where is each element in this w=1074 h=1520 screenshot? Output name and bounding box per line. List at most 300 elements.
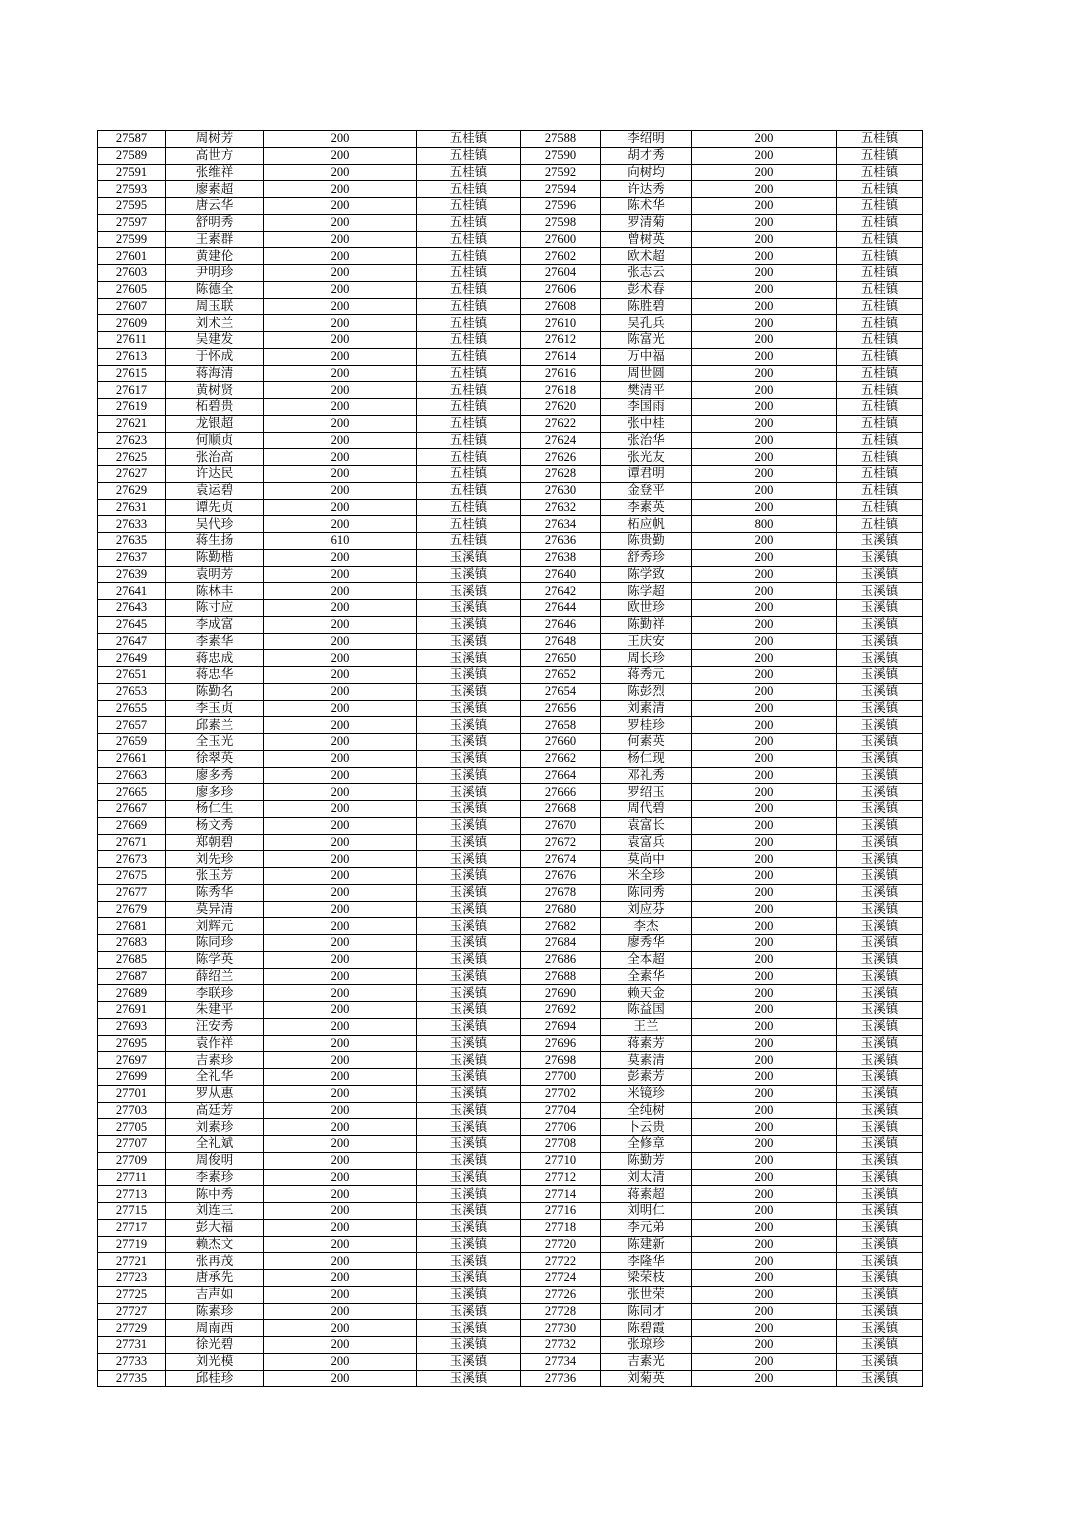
id-cell: 27606 bbox=[521, 281, 601, 298]
table-row bbox=[98, 884, 923, 901]
name-cell: 徐光碧 bbox=[166, 1337, 264, 1354]
table-row bbox=[98, 700, 923, 717]
name-cell: 蒋海清 bbox=[166, 365, 264, 382]
name-cell: 袁运碧 bbox=[166, 482, 264, 499]
id-cell: 27693 bbox=[98, 1018, 166, 1035]
table-row bbox=[98, 985, 923, 1002]
name-cell: 李素英 bbox=[601, 499, 692, 516]
town-cell: 玉溪镇 bbox=[417, 1303, 521, 1320]
id-cell: 27643 bbox=[98, 600, 166, 617]
id-cell: 27595 bbox=[98, 198, 166, 215]
town-cell: 玉溪镇 bbox=[837, 1102, 923, 1119]
amount-cell: 200 bbox=[264, 248, 417, 265]
town-cell: 玉溪镇 bbox=[837, 784, 923, 801]
town-cell: 玉溪镇 bbox=[837, 600, 923, 617]
id-cell: 27635 bbox=[98, 533, 166, 550]
name-cell: 陈学英 bbox=[166, 951, 264, 968]
table-row bbox=[98, 1286, 923, 1303]
amount-cell: 200 bbox=[264, 549, 417, 566]
table-row bbox=[98, 365, 923, 382]
town-cell: 玉溪镇 bbox=[837, 1353, 923, 1370]
name-cell: 陈彭烈 bbox=[601, 683, 692, 700]
table-row bbox=[98, 214, 923, 231]
id-cell: 27723 bbox=[98, 1270, 166, 1287]
id-cell: 27623 bbox=[98, 432, 166, 449]
id-cell: 27689 bbox=[98, 985, 166, 1002]
name-cell: 全礼斌 bbox=[166, 1136, 264, 1153]
table-row bbox=[98, 901, 923, 918]
town-cell: 玉溪镇 bbox=[417, 734, 521, 751]
name-cell: 莫异清 bbox=[166, 901, 264, 918]
amount-cell: 610 bbox=[264, 533, 417, 550]
name-cell: 陈学超 bbox=[601, 583, 692, 600]
town-cell: 玉溪镇 bbox=[837, 616, 923, 633]
name-cell: 米镜珍 bbox=[601, 1085, 692, 1102]
amount-cell: 200 bbox=[264, 683, 417, 700]
town-cell: 五桂镇 bbox=[837, 348, 923, 365]
table-row bbox=[98, 131, 923, 148]
id-cell: 27611 bbox=[98, 332, 166, 349]
id-cell: 27604 bbox=[521, 265, 601, 282]
table-row bbox=[98, 1337, 923, 1354]
id-cell: 27657 bbox=[98, 717, 166, 734]
name-cell: 袁作祥 bbox=[166, 1035, 264, 1052]
amount-cell: 200 bbox=[264, 901, 417, 918]
amount-cell: 200 bbox=[264, 466, 417, 483]
id-cell: 27641 bbox=[98, 583, 166, 600]
amount-cell: 200 bbox=[264, 315, 417, 332]
town-cell: 玉溪镇 bbox=[837, 985, 923, 1002]
table-row bbox=[98, 315, 923, 332]
data-table bbox=[97, 130, 923, 1387]
town-cell: 玉溪镇 bbox=[417, 1236, 521, 1253]
name-cell: 张志云 bbox=[601, 265, 692, 282]
town-cell: 玉溪镇 bbox=[417, 1052, 521, 1069]
id-cell: 27651 bbox=[98, 667, 166, 684]
id-cell: 27713 bbox=[98, 1186, 166, 1203]
id-cell: 27648 bbox=[521, 633, 601, 650]
name-cell: 樊清平 bbox=[601, 382, 692, 399]
town-cell: 玉溪镇 bbox=[417, 1286, 521, 1303]
amount-cell: 200 bbox=[264, 834, 417, 851]
name-cell: 陈勤芳 bbox=[601, 1152, 692, 1169]
town-cell: 玉溪镇 bbox=[417, 935, 521, 952]
name-cell: 陈林丰 bbox=[166, 583, 264, 600]
name-cell: 邱素兰 bbox=[166, 717, 264, 734]
amount-cell: 200 bbox=[264, 1169, 417, 1186]
name-cell: 许达秀 bbox=[601, 181, 692, 198]
id-cell: 27600 bbox=[521, 231, 601, 248]
amount-cell: 200 bbox=[692, 1186, 837, 1203]
id-cell: 27732 bbox=[521, 1337, 601, 1354]
id-cell: 27682 bbox=[521, 918, 601, 935]
id-cell: 27702 bbox=[521, 1085, 601, 1102]
id-cell: 27717 bbox=[98, 1219, 166, 1236]
id-cell: 27652 bbox=[521, 667, 601, 684]
amount-cell: 200 bbox=[692, 415, 837, 432]
town-cell: 五桂镇 bbox=[837, 415, 923, 432]
name-cell: 陈碧霞 bbox=[601, 1320, 692, 1337]
name-cell: 蒋素芳 bbox=[601, 1035, 692, 1052]
name-cell: 陈学致 bbox=[601, 566, 692, 583]
table-row bbox=[98, 449, 923, 466]
town-cell: 五桂镇 bbox=[837, 449, 923, 466]
name-cell: 张光友 bbox=[601, 449, 692, 466]
town-cell: 五桂镇 bbox=[837, 382, 923, 399]
name-cell: 吉素光 bbox=[601, 1353, 692, 1370]
town-cell: 玉溪镇 bbox=[837, 1270, 923, 1287]
town-cell: 五桂镇 bbox=[837, 432, 923, 449]
town-cell: 玉溪镇 bbox=[837, 633, 923, 650]
name-cell: 彭素芳 bbox=[601, 1069, 692, 1086]
amount-cell: 200 bbox=[692, 633, 837, 650]
name-cell: 黄建伦 bbox=[166, 248, 264, 265]
amount-cell: 200 bbox=[264, 348, 417, 365]
amount-cell: 200 bbox=[692, 1102, 837, 1119]
town-cell: 五桂镇 bbox=[417, 248, 521, 265]
amount-cell: 800 bbox=[692, 516, 837, 533]
amount-cell: 200 bbox=[264, 851, 417, 868]
town-cell: 玉溪镇 bbox=[837, 583, 923, 600]
town-cell: 玉溪镇 bbox=[837, 918, 923, 935]
town-cell: 玉溪镇 bbox=[417, 1320, 521, 1337]
table-row bbox=[98, 717, 923, 734]
amount-cell: 200 bbox=[264, 332, 417, 349]
id-cell: 27692 bbox=[521, 1002, 601, 1019]
name-cell: 向树均 bbox=[601, 164, 692, 181]
table-row bbox=[98, 181, 923, 198]
id-cell: 27619 bbox=[98, 399, 166, 416]
town-cell: 五桂镇 bbox=[417, 214, 521, 231]
table-row bbox=[98, 918, 923, 935]
town-cell: 五桂镇 bbox=[417, 399, 521, 416]
amount-cell: 200 bbox=[264, 784, 417, 801]
amount-cell: 200 bbox=[692, 868, 837, 885]
id-cell: 27678 bbox=[521, 884, 601, 901]
town-cell: 玉溪镇 bbox=[417, 717, 521, 734]
town-cell: 玉溪镇 bbox=[837, 1152, 923, 1169]
town-cell: 玉溪镇 bbox=[417, 1085, 521, 1102]
amount-cell: 200 bbox=[264, 365, 417, 382]
town-cell: 五桂镇 bbox=[837, 248, 923, 265]
id-cell: 27676 bbox=[521, 868, 601, 885]
name-cell: 于怀成 bbox=[166, 348, 264, 365]
town-cell: 五桂镇 bbox=[417, 348, 521, 365]
id-cell: 27736 bbox=[521, 1370, 601, 1387]
amount-cell: 200 bbox=[264, 265, 417, 282]
id-cell: 27685 bbox=[98, 951, 166, 968]
town-cell: 玉溪镇 bbox=[837, 801, 923, 818]
table-row bbox=[98, 533, 923, 550]
amount-cell: 200 bbox=[692, 198, 837, 215]
name-cell: 吉素珍 bbox=[166, 1052, 264, 1069]
id-cell: 27603 bbox=[98, 265, 166, 282]
id-cell: 27720 bbox=[521, 1236, 601, 1253]
id-cell: 27733 bbox=[98, 1353, 166, 1370]
town-cell: 玉溪镇 bbox=[837, 1370, 923, 1387]
town-cell: 玉溪镇 bbox=[837, 1052, 923, 1069]
name-cell: 邓礼秀 bbox=[601, 767, 692, 784]
town-cell: 玉溪镇 bbox=[417, 1169, 521, 1186]
amount-cell: 200 bbox=[692, 1370, 837, 1387]
amount-cell: 200 bbox=[264, 566, 417, 583]
town-cell: 玉溪镇 bbox=[417, 918, 521, 935]
id-cell: 27687 bbox=[98, 968, 166, 985]
id-cell: 27667 bbox=[98, 801, 166, 818]
name-cell: 袁富兵 bbox=[601, 834, 692, 851]
table-row bbox=[98, 951, 923, 968]
id-cell: 27699 bbox=[98, 1069, 166, 1086]
id-cell: 27629 bbox=[98, 482, 166, 499]
amount-cell: 200 bbox=[692, 884, 837, 901]
name-cell: 陈中秀 bbox=[166, 1186, 264, 1203]
amount-cell: 200 bbox=[264, 1236, 417, 1253]
town-cell: 五桂镇 bbox=[837, 164, 923, 181]
amount-cell: 200 bbox=[692, 248, 837, 265]
id-cell: 27607 bbox=[98, 298, 166, 315]
town-cell: 玉溪镇 bbox=[837, 935, 923, 952]
id-cell: 27722 bbox=[521, 1253, 601, 1270]
name-cell: 张琼珍 bbox=[601, 1337, 692, 1354]
table-row bbox=[98, 935, 923, 952]
amount-cell: 200 bbox=[692, 1236, 837, 1253]
town-cell: 五桂镇 bbox=[837, 516, 923, 533]
table-row bbox=[98, 516, 923, 533]
table-row bbox=[98, 432, 923, 449]
id-cell: 27590 bbox=[521, 147, 601, 164]
amount-cell: 200 bbox=[692, 851, 837, 868]
table-row bbox=[98, 1303, 923, 1320]
amount-cell: 200 bbox=[264, 801, 417, 818]
id-cell: 27698 bbox=[521, 1052, 601, 1069]
amount-cell: 200 bbox=[264, 1303, 417, 1320]
table-row bbox=[98, 1219, 923, 1236]
name-cell: 黄树贤 bbox=[166, 382, 264, 399]
id-cell: 27707 bbox=[98, 1136, 166, 1153]
amount-cell: 200 bbox=[264, 449, 417, 466]
amount-cell: 200 bbox=[692, 801, 837, 818]
id-cell: 27632 bbox=[521, 499, 601, 516]
name-cell: 周长珍 bbox=[601, 650, 692, 667]
id-cell: 27614 bbox=[521, 348, 601, 365]
amount-cell: 200 bbox=[264, 985, 417, 1002]
id-cell: 27715 bbox=[98, 1203, 166, 1220]
name-cell: 邱桂珍 bbox=[166, 1370, 264, 1387]
town-cell: 五桂镇 bbox=[417, 516, 521, 533]
id-cell: 27617 bbox=[98, 382, 166, 399]
town-cell: 五桂镇 bbox=[417, 499, 521, 516]
id-cell: 27594 bbox=[521, 181, 601, 198]
town-cell: 玉溪镇 bbox=[837, 1337, 923, 1354]
name-cell: 朱建平 bbox=[166, 1002, 264, 1019]
town-cell: 五桂镇 bbox=[837, 214, 923, 231]
id-cell: 27705 bbox=[98, 1119, 166, 1136]
table-row bbox=[98, 1253, 923, 1270]
name-cell: 张治高 bbox=[166, 449, 264, 466]
id-cell: 27625 bbox=[98, 449, 166, 466]
amount-cell: 200 bbox=[692, 348, 837, 365]
name-cell: 唐云华 bbox=[166, 198, 264, 215]
amount-cell: 200 bbox=[264, 734, 417, 751]
town-cell: 玉溪镇 bbox=[417, 1219, 521, 1236]
amount-cell: 200 bbox=[264, 1102, 417, 1119]
id-cell: 27589 bbox=[98, 147, 166, 164]
amount-cell: 200 bbox=[264, 884, 417, 901]
amount-cell: 200 bbox=[692, 1169, 837, 1186]
name-cell: 陈同珍 bbox=[166, 935, 264, 952]
table-row bbox=[98, 549, 923, 566]
amount-cell: 200 bbox=[264, 298, 417, 315]
town-cell: 五桂镇 bbox=[417, 231, 521, 248]
id-cell: 27701 bbox=[98, 1085, 166, 1102]
amount-cell: 200 bbox=[264, 750, 417, 767]
id-cell: 27673 bbox=[98, 851, 166, 868]
town-cell: 五桂镇 bbox=[837, 231, 923, 248]
town-cell: 玉溪镇 bbox=[837, 1253, 923, 1270]
id-cell: 27608 bbox=[521, 298, 601, 315]
name-cell: 舒秀珍 bbox=[601, 549, 692, 566]
amount-cell: 200 bbox=[692, 1353, 837, 1370]
town-cell: 玉溪镇 bbox=[837, 717, 923, 734]
name-cell: 周代碧 bbox=[601, 801, 692, 818]
amount-cell: 200 bbox=[692, 1002, 837, 1019]
name-cell: 全纯树 bbox=[601, 1102, 692, 1119]
town-cell: 玉溪镇 bbox=[837, 1203, 923, 1220]
town-cell: 玉溪镇 bbox=[417, 834, 521, 851]
id-cell: 27592 bbox=[521, 164, 601, 181]
town-cell: 玉溪镇 bbox=[417, 817, 521, 834]
town-cell: 五桂镇 bbox=[837, 365, 923, 382]
amount-cell: 200 bbox=[264, 147, 417, 164]
id-cell: 27626 bbox=[521, 449, 601, 466]
id-cell: 27686 bbox=[521, 951, 601, 968]
amount-cell: 200 bbox=[264, 231, 417, 248]
table-row bbox=[98, 767, 923, 784]
name-cell: 刘应芬 bbox=[601, 901, 692, 918]
amount-cell: 200 bbox=[264, 516, 417, 533]
name-cell: 彭术春 bbox=[601, 281, 692, 298]
town-cell: 玉溪镇 bbox=[837, 1303, 923, 1320]
name-cell: 杨文秀 bbox=[166, 817, 264, 834]
name-cell: 陈益国 bbox=[601, 1002, 692, 1019]
town-cell: 玉溪镇 bbox=[837, 650, 923, 667]
amount-cell: 200 bbox=[692, 365, 837, 382]
id-cell: 27630 bbox=[521, 482, 601, 499]
name-cell: 全素华 bbox=[601, 968, 692, 985]
name-cell: 刘光模 bbox=[166, 1353, 264, 1370]
amount-cell: 200 bbox=[692, 147, 837, 164]
table-row bbox=[98, 399, 923, 416]
town-cell: 玉溪镇 bbox=[837, 566, 923, 583]
amount-cell: 200 bbox=[264, 482, 417, 499]
amount-cell: 200 bbox=[264, 1286, 417, 1303]
id-cell: 27591 bbox=[98, 164, 166, 181]
town-cell: 五桂镇 bbox=[417, 365, 521, 382]
id-cell: 27681 bbox=[98, 918, 166, 935]
table-row bbox=[98, 164, 923, 181]
table-row bbox=[98, 298, 923, 315]
table-row bbox=[98, 1136, 923, 1153]
id-cell: 27654 bbox=[521, 683, 601, 700]
table-row bbox=[98, 147, 923, 164]
town-cell: 玉溪镇 bbox=[837, 667, 923, 684]
id-cell: 27649 bbox=[98, 650, 166, 667]
name-cell: 高世方 bbox=[166, 147, 264, 164]
town-cell: 玉溪镇 bbox=[837, 1169, 923, 1186]
town-cell: 玉溪镇 bbox=[417, 549, 521, 566]
town-cell: 五桂镇 bbox=[417, 131, 521, 148]
name-cell: 吴孔兵 bbox=[601, 315, 692, 332]
town-cell: 玉溪镇 bbox=[417, 801, 521, 818]
town-cell: 玉溪镇 bbox=[837, 968, 923, 985]
name-cell: 全礼华 bbox=[166, 1069, 264, 1086]
table-row bbox=[98, 750, 923, 767]
table-row bbox=[98, 382, 923, 399]
id-cell: 27662 bbox=[521, 750, 601, 767]
amount-cell: 200 bbox=[264, 935, 417, 952]
town-cell: 玉溪镇 bbox=[837, 851, 923, 868]
amount-cell: 200 bbox=[692, 951, 837, 968]
amount-cell: 200 bbox=[692, 817, 837, 834]
id-cell: 27640 bbox=[521, 566, 601, 583]
town-cell: 玉溪镇 bbox=[417, 1069, 521, 1086]
amount-cell: 200 bbox=[264, 717, 417, 734]
town-cell: 五桂镇 bbox=[837, 131, 923, 148]
name-cell: 廖素超 bbox=[166, 181, 264, 198]
id-cell: 27598 bbox=[521, 214, 601, 231]
town-cell: 玉溪镇 bbox=[417, 1270, 521, 1287]
town-cell: 玉溪镇 bbox=[837, 884, 923, 901]
amount-cell: 200 bbox=[264, 1069, 417, 1086]
table-row bbox=[98, 851, 923, 868]
name-cell: 王庆安 bbox=[601, 633, 692, 650]
amount-cell: 200 bbox=[692, 315, 837, 332]
id-cell: 27684 bbox=[521, 935, 601, 952]
amount-cell: 200 bbox=[692, 214, 837, 231]
amount-cell: 200 bbox=[692, 1069, 837, 1086]
table-row bbox=[98, 600, 923, 617]
name-cell: 陈贵勤 bbox=[601, 533, 692, 550]
id-cell: 27671 bbox=[98, 834, 166, 851]
name-cell: 李元弟 bbox=[601, 1219, 692, 1236]
name-cell: 陈富光 bbox=[601, 332, 692, 349]
town-cell: 玉溪镇 bbox=[417, 700, 521, 717]
name-cell: 吉声如 bbox=[166, 1286, 264, 1303]
name-cell: 张世荣 bbox=[601, 1286, 692, 1303]
table-row bbox=[98, 734, 923, 751]
name-cell: 陈建新 bbox=[601, 1236, 692, 1253]
town-cell: 玉溪镇 bbox=[837, 1320, 923, 1337]
id-cell: 27661 bbox=[98, 750, 166, 767]
table-row bbox=[98, 1018, 923, 1035]
amount-cell: 200 bbox=[692, 499, 837, 516]
id-cell: 27587 bbox=[98, 131, 166, 148]
town-cell: 玉溪镇 bbox=[417, 1152, 521, 1169]
amount-cell: 200 bbox=[264, 1002, 417, 1019]
name-cell: 廖多珍 bbox=[166, 784, 264, 801]
town-cell: 五桂镇 bbox=[417, 332, 521, 349]
name-cell: 欧术超 bbox=[601, 248, 692, 265]
amount-cell: 200 bbox=[264, 616, 417, 633]
name-cell: 郑朝碧 bbox=[166, 834, 264, 851]
name-cell: 欧世珍 bbox=[601, 600, 692, 617]
table-row bbox=[98, 650, 923, 667]
amount-cell: 200 bbox=[692, 767, 837, 784]
town-cell: 玉溪镇 bbox=[417, 616, 521, 633]
amount-cell: 200 bbox=[264, 214, 417, 231]
town-cell: 玉溪镇 bbox=[417, 1203, 521, 1220]
town-cell: 五桂镇 bbox=[837, 147, 923, 164]
